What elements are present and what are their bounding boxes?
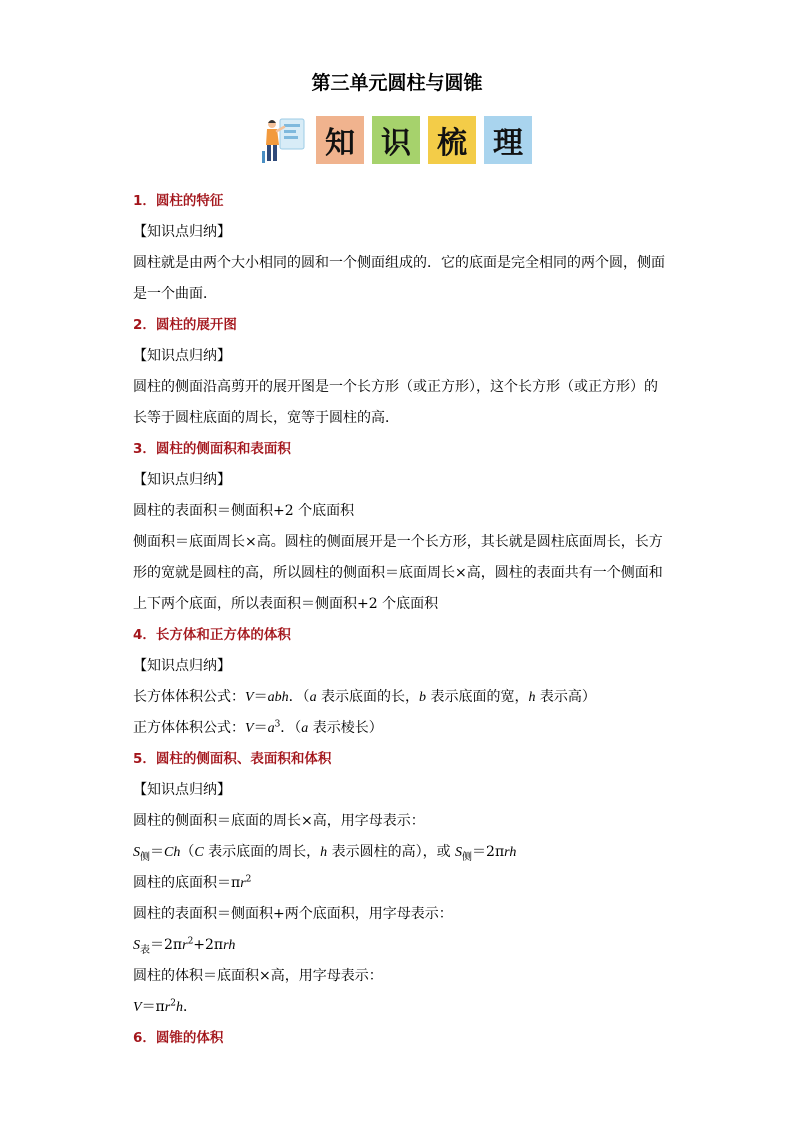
knowledge-tag: 【知识点归纳】 xyxy=(133,348,231,364)
paragraph-line: 圆柱就是由两个大小相同的圆和一个侧面组成的．它的底面是完全相同的两个圆，侧面 xyxy=(133,255,665,271)
paragraph-line: 圆柱的表面积＝侧面积+两个底面积，用字母表示： xyxy=(133,906,453,922)
base-area-formula: 圆柱的底面积$=\pi r^2$ xyxy=(133,874,252,891)
section-heading: 5．圆柱的侧面积、表面积和体积 xyxy=(133,751,332,767)
banner-tile: 梳 xyxy=(428,116,476,164)
surface-area-formula: $S_表=2\pi r^2+2\pi rh$ xyxy=(133,936,236,956)
document-body xyxy=(133,186,678,1054)
paragraph-line: 圆柱的体积＝底面积×高，用字母表示： xyxy=(133,968,383,984)
section-heading: 2．圆柱的展开图 xyxy=(133,317,237,333)
section-heading: 4．长方体和正方体的体积 xyxy=(133,627,291,643)
lateral-area-formula: $S_侧=Ch(C$ 表示底面的周长，h 表示圆柱的高），或 $S_侧=2\pi rh$ xyxy=(133,844,517,863)
knowledge-tag: 【知识点归纳】 xyxy=(133,472,231,488)
paragraph-line: 圆柱的侧面沿高剪开的展开图是一个长方形（或正方形），这个长方形（或正方形）的 xyxy=(133,379,658,395)
paragraph-line: 圆柱的侧面积＝底面的周长×高，用字母表示： xyxy=(133,813,425,829)
banner-tile: 理 xyxy=(484,116,532,164)
paragraph-line: 上下两个底面，所以表面积＝侧面积+2 个底面积 xyxy=(133,596,439,612)
paragraph-line: 圆柱的表面积＝侧面积+2 个底面积 xyxy=(133,503,355,519)
section-heading: 1．圆柱的特征 xyxy=(133,193,224,209)
paragraph-line: 形的宽就是圆柱的高，所以圆柱的侧面积＝底面周长×高，圆柱的表面共有一个侧面和 xyxy=(133,565,663,581)
cuboid-volume-formula: 长方体体积公式：V＝abh．（a 表示底面的长，b 表示底面的宽，h 表示高） xyxy=(133,689,596,705)
teacher-illustration xyxy=(258,115,308,165)
paragraph-line: 侧面积＝底面周长×高。圆柱的侧面展开是一个长方形，其长就是圆柱底面周长，长方 xyxy=(133,534,663,550)
paragraph-line: 长等于圆柱底面的周长，宽等于圆柱的高． xyxy=(133,410,399,426)
banner-tile: 识 xyxy=(372,116,420,164)
section-banner xyxy=(258,115,540,165)
section-heading: 6．圆锥的体积 xyxy=(133,1030,224,1046)
volume-formula: $V=\pi r^2h$． xyxy=(133,998,197,1015)
knowledge-tag: 【知识点归纳】 xyxy=(133,782,231,798)
paragraph-line: 是一个曲面． xyxy=(133,286,217,302)
banner-tile: 知 xyxy=(316,116,364,164)
page-title: 第三单元圆柱与圆锥 xyxy=(311,72,483,94)
cube-volume-formula: 正方体体积公式：$V=a^3$．（a 表示棱长） xyxy=(133,719,383,736)
knowledge-tag: 【知识点归纳】 xyxy=(133,658,231,674)
section-heading: 3．圆柱的侧面积和表面积 xyxy=(133,441,291,457)
knowledge-tag: 【知识点归纳】 xyxy=(133,224,231,240)
